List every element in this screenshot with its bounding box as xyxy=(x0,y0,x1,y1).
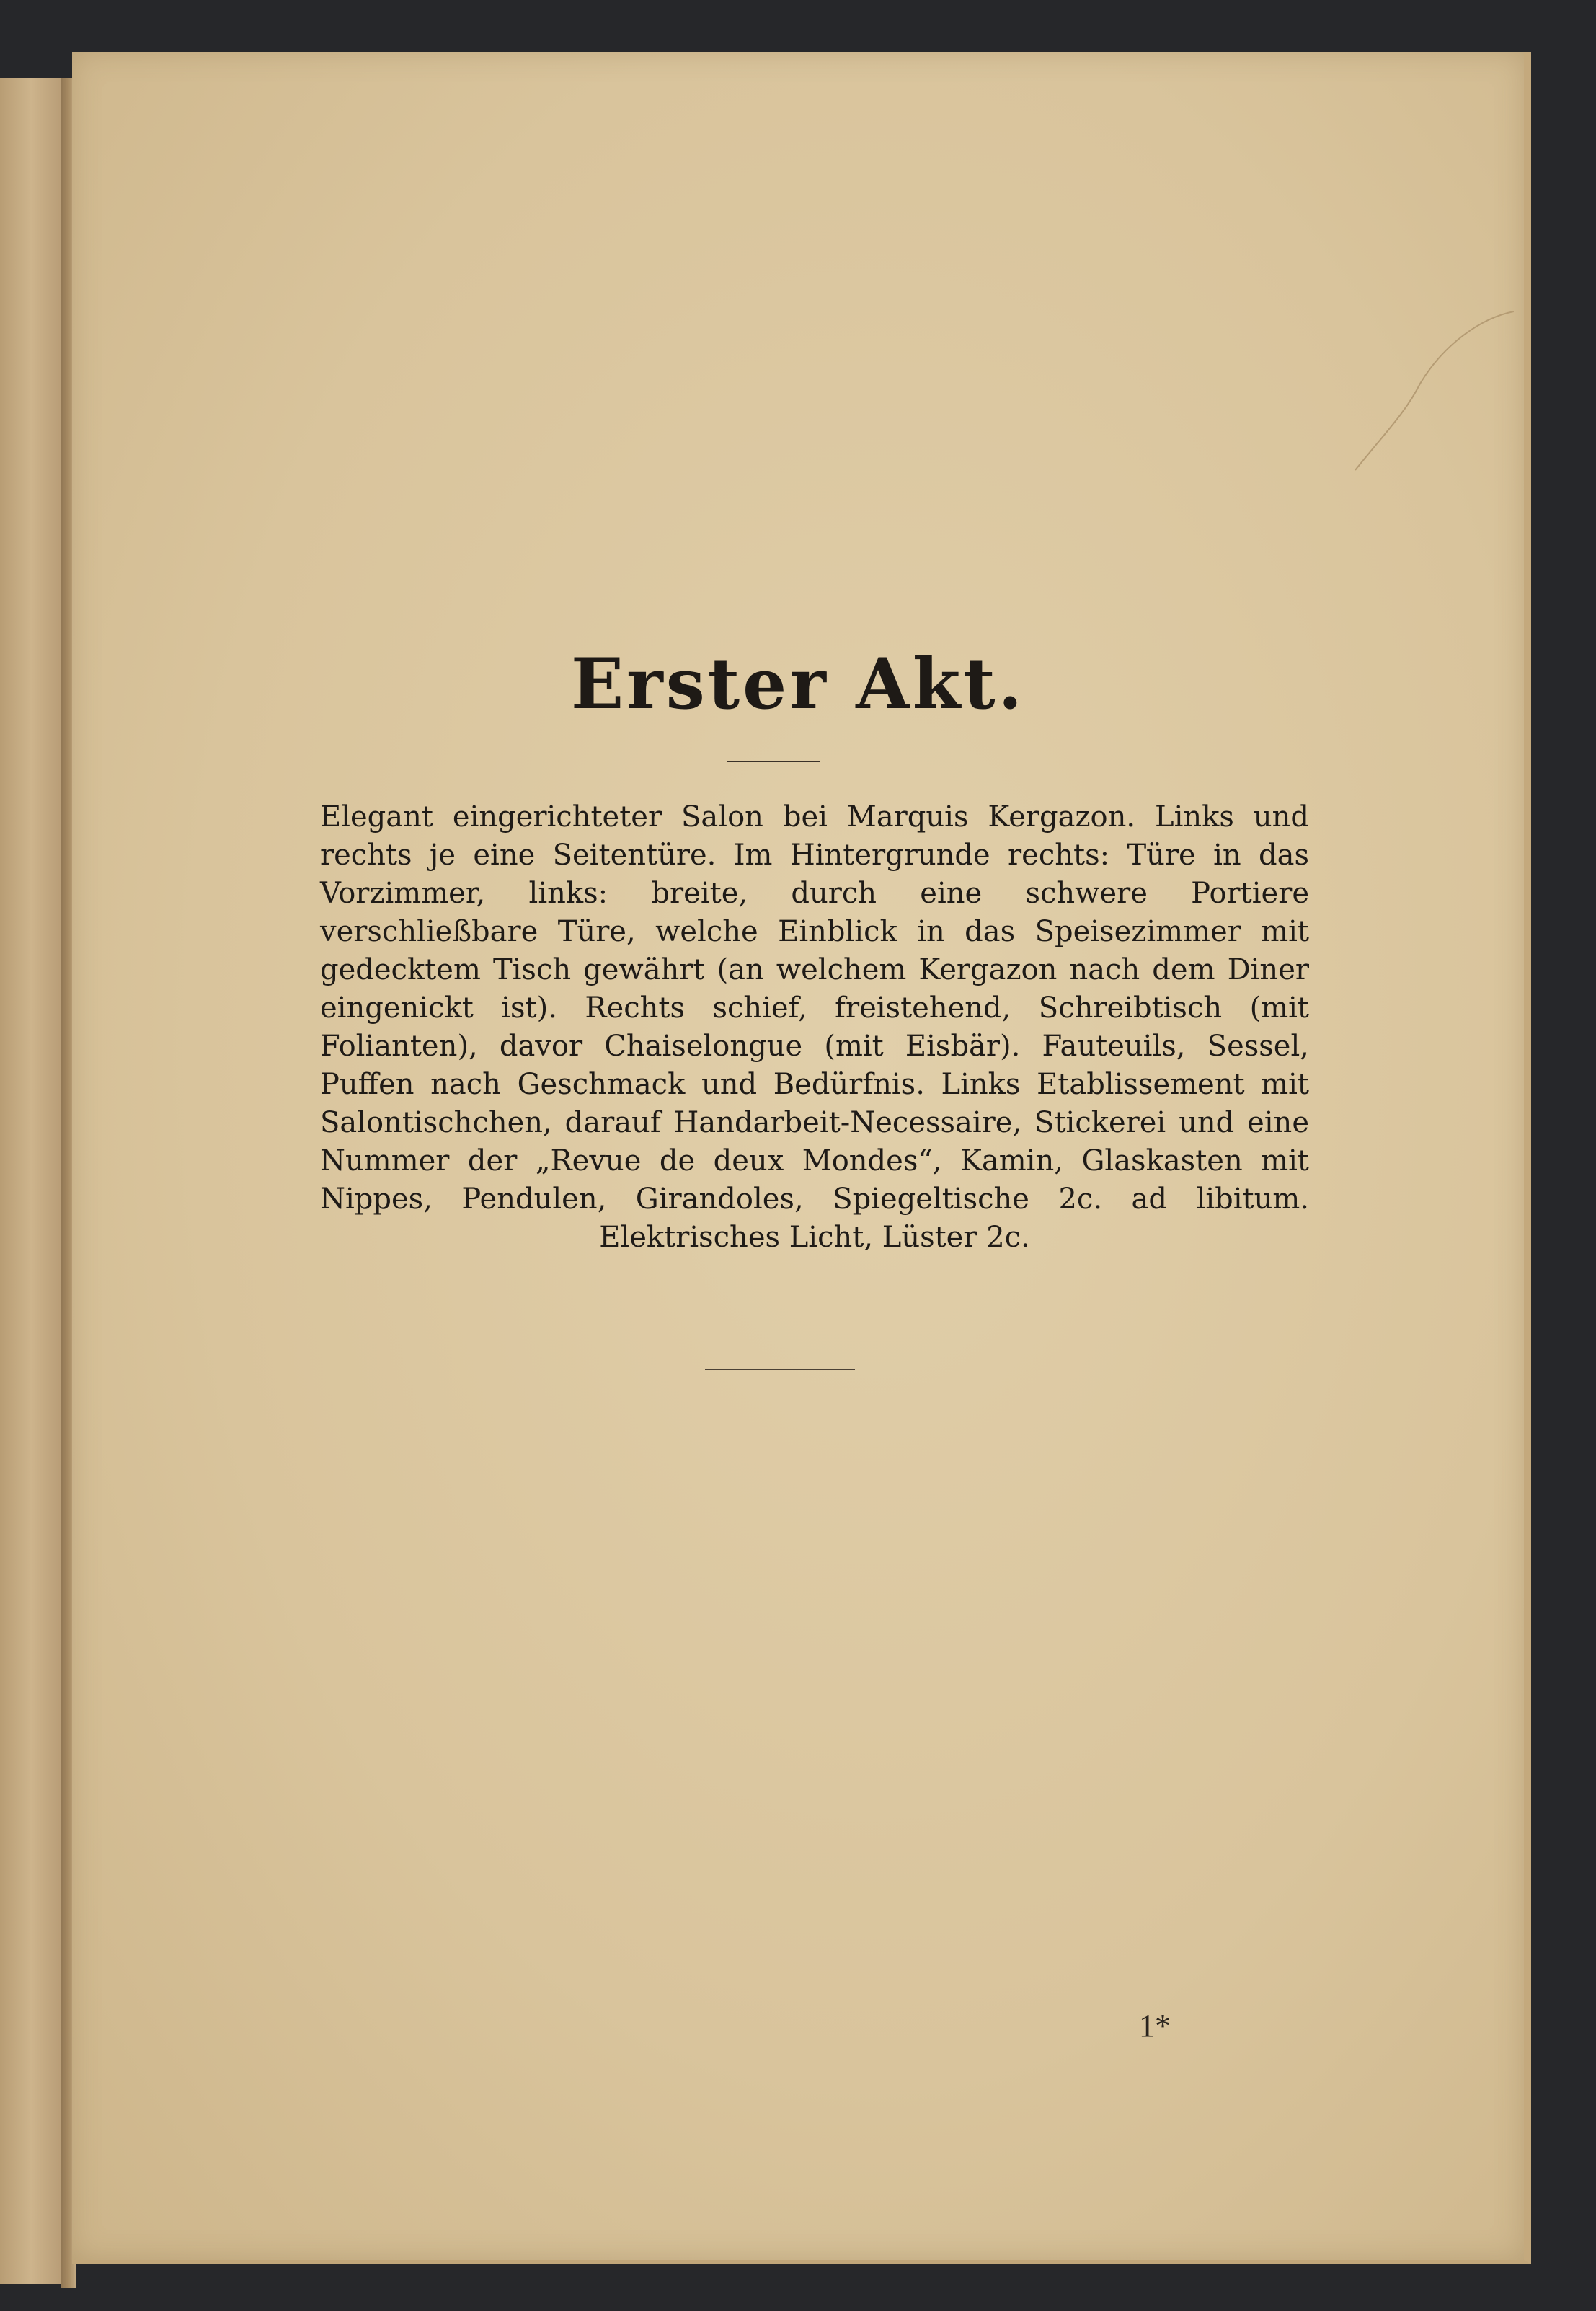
left-page-edge xyxy=(0,78,69,2284)
title-divider xyxy=(727,761,820,762)
page-number: 1* xyxy=(1139,2008,1171,2043)
section-divider xyxy=(705,1369,855,1370)
paper-crease xyxy=(1298,304,1514,521)
act-title: Erster Akt. xyxy=(571,643,1025,725)
book-page xyxy=(72,52,1531,2264)
stage-direction-text: Elegant eingerichteter Salon bei Marquis Kergazon. Links und rechts je eine Seitentüre. Im Hintergrunde rechts: Türe in das Vorzimmer, links: breite, durch eine schwere Portiere verschließbare Türe, welche Einblick in das Speisezimmer mit gedecktem Tisch gewährt (an welchem Kergazon nach dem Diner eingenickt ist). Rechts schief, freistehend, Schreibtisch (mit Folianten), davor Chaiselongue (mit Eisbär). Fauteuils, Sessel, Puffen nach Geschmack und Bedürfnis. Links Etablissement mit Salontischchen, darauf Handarbeit-Necessaire, Stickerei und eine Nummer der „Revue de deux Mondes“, Kamin, Glaskasten mit Nippes, Pendulen, Girandoles, Spiegeltische 2c. ad libitum. Elektrisches Licht, Lüster 2c. xyxy=(320,800,1309,1254)
